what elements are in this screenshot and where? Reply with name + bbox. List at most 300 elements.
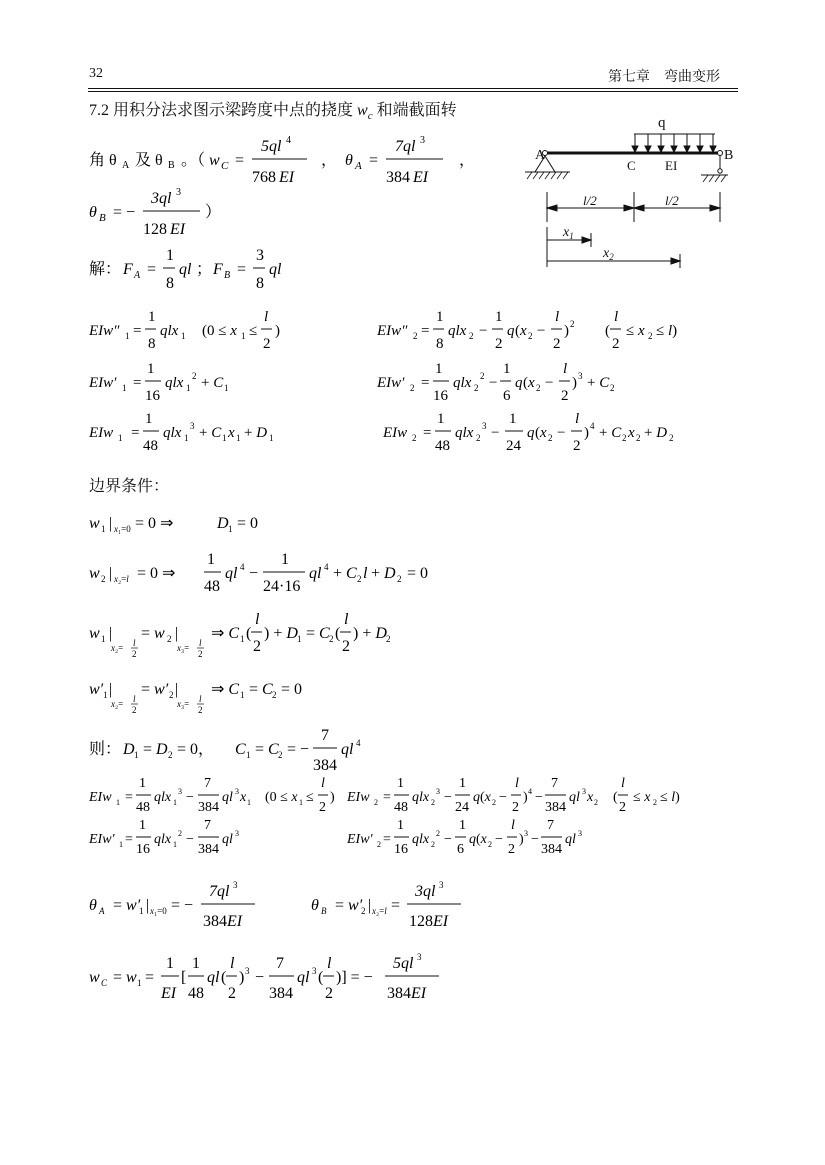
- svg-text:(: (: [221, 969, 227, 986]
- svg-text:=: =: [133, 323, 142, 339]
- svg-text:−: −: [489, 375, 498, 391]
- svg-text:2: 2: [431, 840, 435, 849]
- svg-text:2: 2: [619, 800, 626, 815]
- svg-text:2: 2: [198, 705, 203, 715]
- svg-text:48: 48: [143, 438, 158, 454]
- svg-text:(0 ≤ x: (0 ≤ x: [202, 323, 237, 339]
- problem-line-2: [89, 134, 519, 194]
- svg-text:3ql: 3ql: [415, 883, 436, 900]
- svg-text:A: A: [122, 160, 130, 171]
- svg-text:= C: = C: [255, 741, 279, 758]
- svg-text:3: 3: [582, 787, 586, 796]
- svg-text:qlx: qlx: [163, 425, 182, 441]
- svg-text:=: =: [145, 969, 155, 986]
- svg-text:+ C: + C: [333, 565, 357, 582]
- svg-text:=: =: [147, 261, 157, 278]
- svg-text:D: D: [217, 515, 229, 532]
- svg-text:l: l: [327, 955, 332, 972]
- svg-text:384EI: 384EI: [387, 985, 427, 1002]
- svg-text:2: 2: [594, 798, 598, 807]
- svg-text:2: 2: [132, 649, 137, 659]
- svg-text:+ D: + D: [244, 425, 268, 441]
- svg-text:ql: ql: [297, 969, 310, 986]
- equations-block-1: [89, 305, 739, 460]
- svg-text:48: 48: [204, 578, 220, 595]
- svg-text:解：: 解：: [89, 261, 122, 278]
- svg-text:2: 2: [325, 985, 333, 1002]
- svg-text:): ): [330, 790, 335, 805]
- svg-text:x₂=: x₂=: [111, 643, 124, 653]
- svg-text:D: D: [123, 741, 135, 758]
- svg-text:B: B: [99, 212, 106, 224]
- svg-text:2: 2: [386, 634, 391, 644]
- svg-text:qlx: qlx: [154, 832, 172, 847]
- svg-text:=: =: [369, 152, 379, 169]
- svg-text:2: 2: [512, 800, 519, 815]
- svg-text:w: w: [89, 625, 100, 642]
- svg-text:q: q: [507, 323, 515, 339]
- svg-text:2: 2: [342, 638, 350, 655]
- svg-text:1: 1: [103, 690, 108, 700]
- svg-text:1: 1: [137, 978, 142, 988]
- svg-text:48: 48: [136, 800, 150, 815]
- svg-text:2: 2: [278, 750, 283, 760]
- svg-text:1: 1: [173, 798, 177, 807]
- svg-text:A: A: [134, 270, 141, 281]
- svg-text:= 0: = 0: [281, 681, 303, 698]
- svg-text:l: l: [321, 776, 325, 791]
- svg-text:w′: w′: [89, 681, 104, 698]
- svg-text:16: 16: [136, 842, 150, 857]
- svg-text:3: 3: [178, 787, 182, 796]
- svg-text:384: 384: [269, 985, 293, 1002]
- svg-text:1: 1: [166, 247, 174, 264]
- svg-text:l: l: [264, 309, 269, 325]
- svg-text:2: 2: [132, 705, 137, 715]
- svg-text:+ D: + D: [371, 565, 396, 582]
- svg-text:l: l: [363, 565, 368, 582]
- svg-text:2: 2: [488, 840, 492, 849]
- svg-text:EIw: EIw: [89, 425, 114, 441]
- load-label: q: [658, 115, 666, 131]
- svg-text:q: q: [515, 375, 523, 391]
- svg-text:(x: (x: [523, 375, 535, 391]
- svg-text:θ: θ: [345, 152, 353, 169]
- svg-text:1: 1: [246, 750, 251, 760]
- dim-left: l/2: [583, 193, 597, 208]
- svg-text:1: 1: [228, 524, 233, 534]
- svg-text:−: −: [531, 832, 539, 847]
- svg-text:ql: ql: [269, 261, 282, 278]
- svg-text:768: 768: [252, 169, 276, 186]
- svg-text:384: 384: [313, 757, 337, 774]
- svg-text:=: =: [423, 425, 432, 441]
- svg-text:EI: EI: [413, 169, 429, 186]
- svg-text:1: 1: [139, 776, 146, 791]
- page-number: 32: [89, 66, 103, 81]
- svg-text:x₂=: x₂=: [111, 699, 124, 709]
- svg-text:4: 4: [240, 562, 245, 572]
- svg-text:x₂=l: x₂=l: [372, 906, 387, 916]
- svg-text:2: 2: [377, 840, 381, 849]
- rotations-line: [89, 880, 509, 945]
- svg-text:4: 4: [286, 135, 291, 146]
- svg-text:= 0: = 0: [407, 565, 429, 582]
- svg-text:6: 6: [457, 842, 464, 857]
- svg-text:x₃=: x₃=: [177, 699, 190, 709]
- svg-text:+ C: + C: [587, 375, 610, 391]
- svg-text:q: q: [473, 790, 480, 805]
- label-EI: EI: [665, 158, 678, 173]
- svg-text:1: 1: [116, 798, 120, 807]
- svg-text:6: 6: [503, 388, 511, 404]
- svg-text:1: 1: [173, 840, 177, 849]
- svg-text:ql: ql: [225, 565, 238, 582]
- svg-text:−: −: [499, 790, 507, 805]
- svg-text:EIw: EIw: [347, 790, 370, 805]
- svg-text:2: 2: [610, 383, 615, 393]
- svg-text:1: 1: [247, 798, 251, 807]
- svg-text:2: 2: [573, 438, 581, 454]
- svg-text:3: 3: [190, 421, 195, 431]
- svg-text:≤: ≤: [249, 323, 258, 339]
- svg-text:= C: = C: [249, 681, 273, 698]
- svg-text:；: ；: [196, 261, 213, 278]
- svg-text:+ C: + C: [201, 375, 224, 391]
- svg-text:x₃=: x₃=: [177, 643, 190, 653]
- svg-text:384: 384: [198, 842, 219, 857]
- svg-text:则：: 则：: [89, 741, 122, 758]
- label-C: C: [627, 158, 636, 173]
- svg-text:l: l: [621, 776, 625, 791]
- svg-text:= w′: = w′: [113, 897, 141, 914]
- svg-text:−: −: [255, 969, 265, 986]
- svg-text:384: 384: [198, 800, 219, 815]
- svg-text:l: l: [230, 955, 235, 972]
- svg-text:= w′: = w′: [141, 681, 169, 698]
- svg-text:qlx: qlx: [412, 790, 430, 805]
- svg-text:1: 1: [240, 690, 245, 700]
- svg-text:−: −: [545, 375, 554, 391]
- answers-formula: [89, 134, 519, 194]
- svg-text:x1: $x_1$: [563, 225, 574, 241]
- svg-text:2: 2: [570, 319, 575, 329]
- svg-text:=: =: [235, 152, 245, 169]
- svg-text:EIw: EIw: [89, 790, 112, 805]
- svg-text:w: w: [89, 565, 100, 582]
- svg-text:1: 1: [139, 906, 144, 916]
- label-A: A: [535, 148, 546, 163]
- svg-text:≤ x: ≤ x: [633, 790, 651, 805]
- equations-block-2: [89, 775, 739, 880]
- svg-text:= w′: = w′: [335, 897, 363, 914]
- svg-text:）: ）: [205, 204, 222, 221]
- beam-diagram: [515, 112, 740, 282]
- svg-text:x2: $x_2$: [603, 246, 614, 262]
- svg-text:= −: = −: [171, 897, 194, 914]
- svg-text:1: 1: [101, 524, 106, 534]
- svg-text:2: 2: [436, 829, 440, 838]
- svg-text:+ C: + C: [599, 425, 622, 441]
- svg-text:−: −: [479, 323, 488, 339]
- svg-text:−: −: [444, 790, 452, 805]
- svg-text:384: 384: [545, 800, 566, 815]
- svg-text:1: 1: [299, 798, 303, 807]
- svg-text:角 θ: 角 θ: [89, 152, 117, 169]
- svg-text:1: 1: [145, 411, 153, 427]
- reactions-line: [89, 244, 349, 299]
- svg-text:EIw: EIw: [383, 425, 408, 441]
- svg-text:|: |: [175, 681, 179, 698]
- svg-text:2: 2: [508, 842, 515, 857]
- svg-text:l: l: [555, 309, 560, 325]
- svg-text:7: 7: [321, 727, 329, 744]
- svg-text:l: l: [344, 611, 349, 628]
- svg-text:，: ，: [321, 152, 338, 169]
- svg-text:5ql: 5ql: [393, 955, 414, 972]
- svg-text:(: (: [605, 323, 610, 339]
- svg-text:w: w: [89, 515, 100, 532]
- svg-text:1: 1: [503, 361, 511, 377]
- boundary-conditions: [89, 500, 589, 735]
- svg-text:(: (: [246, 625, 252, 642]
- svg-text:θ: θ: [89, 897, 97, 914]
- svg-text:3: 3: [417, 952, 422, 962]
- svg-text:，: ，: [459, 152, 476, 169]
- svg-text:4: 4: [324, 562, 329, 572]
- svg-text:1: 1: [125, 331, 130, 341]
- svg-text:(x: (x: [535, 425, 547, 441]
- svg-text:|: |: [109, 515, 113, 532]
- svg-text:1: 1: [192, 955, 200, 972]
- svg-text:ql: ql: [222, 832, 233, 847]
- svg-text:1: 1: [236, 433, 241, 443]
- svg-text:2: 2: [536, 383, 541, 393]
- svg-text:=: =: [131, 425, 140, 441]
- svg-text:2: 2: [669, 433, 674, 443]
- svg-text:1: 1: [181, 331, 186, 341]
- svg-text:3: 3: [245, 966, 250, 976]
- svg-text:= 0: = 0: [237, 515, 259, 532]
- svg-text:(x: (x: [476, 832, 487, 847]
- svg-text:A: A: [99, 906, 105, 916]
- svg-text:q: q: [527, 425, 535, 441]
- svg-text:384: 384: [386, 169, 410, 186]
- svg-text:2: 2: [469, 331, 474, 341]
- svg-text:384EI: 384EI: [203, 913, 243, 930]
- svg-text:3: 3: [524, 829, 528, 838]
- svg-text:−: −: [557, 425, 566, 441]
- svg-text:): ): [584, 425, 589, 441]
- svg-text:1: 1: [240, 634, 245, 644]
- svg-text:1: 1: [436, 309, 444, 325]
- svg-text:[: [: [181, 969, 187, 986]
- svg-text:48: 48: [435, 438, 450, 454]
- svg-text:3: 3: [482, 421, 487, 431]
- label-B: B: [724, 148, 734, 163]
- svg-text:q: q: [469, 832, 476, 847]
- svg-text:1: 1: [134, 750, 139, 760]
- svg-text:1: 1: [122, 383, 127, 393]
- svg-text:2: 2: [263, 336, 271, 352]
- svg-text:l: l: [515, 776, 519, 791]
- svg-text:7ql: 7ql: [209, 883, 230, 900]
- svg-text:(0 ≤ x: (0 ≤ x: [265, 790, 298, 805]
- svg-text:48: 48: [394, 800, 408, 815]
- svg-text:2: 2: [167, 634, 172, 644]
- svg-text:1: 1: [184, 433, 189, 443]
- svg-text:): ): [519, 832, 524, 847]
- svg-text:x: x: [240, 790, 247, 805]
- svg-text:3: 3: [578, 829, 582, 838]
- svg-text:−: −: [186, 832, 194, 847]
- svg-text:= w: = w: [141, 625, 165, 642]
- svg-text:2: 2: [228, 985, 236, 1002]
- svg-text:=: =: [133, 375, 142, 391]
- bc-title: 边界条件：: [89, 478, 170, 495]
- svg-text:x: x: [587, 790, 594, 805]
- svg-text:4: 4: [356, 738, 361, 748]
- svg-text:2: 2: [253, 638, 261, 655]
- svg-text:l: l: [511, 818, 515, 833]
- svg-text:3: 3: [233, 880, 238, 890]
- svg-text:3ql: 3ql: [151, 190, 172, 207]
- svg-text:ql: ql: [565, 832, 576, 847]
- svg-text:7: 7: [204, 818, 211, 833]
- svg-text:1: 1: [207, 551, 215, 568]
- svg-text:=: =: [383, 790, 391, 805]
- svg-text:及 θ: 及 θ: [135, 152, 163, 169]
- svg-text:l: l: [614, 309, 619, 325]
- header-rule: [88, 88, 738, 89]
- svg-text:2: 2: [272, 690, 277, 700]
- svg-text:C: C: [235, 741, 246, 758]
- svg-text:1: 1: [148, 309, 156, 325]
- svg-text:) + D: ) + D: [264, 625, 298, 642]
- svg-text:) + D: ) + D: [353, 625, 387, 642]
- svg-text:1: 1: [118, 433, 123, 443]
- svg-text:1: 1: [459, 776, 466, 791]
- svg-text:EIw′: EIw′: [377, 375, 405, 391]
- svg-text:1: 1: [269, 433, 274, 443]
- svg-text:≤ l): ≤ l): [656, 323, 678, 339]
- svg-text:3: 3: [256, 247, 264, 264]
- svg-text:24·16: 24·16: [263, 578, 301, 595]
- svg-text:4: 4: [528, 787, 532, 796]
- svg-text:2: 2: [101, 574, 106, 584]
- svg-text:): ): [564, 323, 569, 339]
- svg-text:=: =: [383, 832, 391, 847]
- svg-text:EI: EI: [279, 169, 295, 186]
- svg-text:2: 2: [410, 383, 415, 393]
- svg-text:F: F: [123, 261, 133, 278]
- svg-text:l: l: [563, 361, 568, 377]
- svg-text:−: −: [444, 832, 452, 847]
- svg-text:ql: ql: [309, 565, 322, 582]
- svg-text:l: l: [255, 611, 260, 628]
- svg-text:(: (: [318, 969, 324, 986]
- svg-text:2: 2: [648, 331, 653, 341]
- svg-text:l: l: [133, 638, 136, 648]
- svg-text:2: 2: [329, 634, 334, 644]
- svg-text:θ: θ: [89, 204, 97, 221]
- svg-text:1: 1: [281, 551, 289, 568]
- svg-text:1: 1: [101, 634, 106, 644]
- svg-text:24: 24: [506, 438, 521, 454]
- svg-text:= 0 ⇒: = 0 ⇒: [137, 565, 176, 582]
- svg-text:A: A: [355, 160, 362, 172]
- svg-text:= D: = D: [143, 741, 168, 758]
- chapter-title: 第七章 弯曲变形: [608, 70, 720, 85]
- svg-text:ql: ql: [569, 790, 580, 805]
- svg-text:2: 2: [476, 433, 481, 443]
- svg-text:ql: ql: [179, 261, 192, 278]
- svg-text:B: B: [168, 160, 175, 171]
- svg-text:−: −: [495, 832, 503, 847]
- svg-text:2: 2: [548, 433, 553, 443]
- svg-text:8: 8: [436, 336, 444, 352]
- svg-text:): ): [239, 969, 245, 986]
- svg-text:(: (: [613, 790, 618, 805]
- svg-text:x₁=0: x₁=0: [150, 906, 167, 916]
- svg-text:−: −: [491, 425, 500, 441]
- svg-text:w: w: [89, 969, 100, 986]
- svg-text:x: x: [628, 425, 635, 441]
- svg-text:2: 2: [192, 371, 197, 381]
- svg-text:|: |: [175, 625, 179, 642]
- svg-text:θ: θ: [311, 897, 319, 914]
- svg-text:7: 7: [204, 776, 211, 791]
- svg-text:x₁=0: x₁=0: [114, 524, 131, 534]
- svg-text:2: 2: [374, 798, 378, 807]
- svg-text:2: 2: [495, 336, 503, 352]
- svg-text:2: 2: [361, 906, 366, 916]
- svg-text:qlx: qlx: [165, 375, 184, 391]
- svg-text:5ql: 5ql: [261, 138, 282, 155]
- svg-text:2: 2: [319, 800, 326, 815]
- svg-text:x: x: [228, 425, 235, 441]
- svg-text:EI: EI: [161, 985, 177, 1002]
- svg-text:EIw″: EIw″: [377, 323, 408, 339]
- svg-text:1: 1: [397, 776, 404, 791]
- svg-text:2: 2: [612, 336, 620, 352]
- svg-text:= C: = C: [306, 625, 330, 642]
- svg-text:2: 2: [528, 331, 533, 341]
- svg-text:3: 3: [420, 135, 425, 146]
- svg-text:qlx: qlx: [455, 425, 474, 441]
- problem-line-3: [89, 186, 289, 243]
- svg-text:C: C: [101, 978, 108, 988]
- svg-text:2: 2: [480, 371, 485, 381]
- svg-text:1: 1: [437, 411, 445, 427]
- svg-text:1: 1: [241, 331, 246, 341]
- svg-text:1: 1: [435, 361, 443, 377]
- svg-text:2: 2: [474, 383, 479, 393]
- svg-text:l: l: [133, 694, 136, 704]
- svg-text:1: 1: [509, 411, 517, 427]
- svg-text:1: 1: [222, 433, 227, 443]
- svg-text:1: 1: [186, 383, 191, 393]
- svg-text:2: 2: [492, 798, 496, 807]
- svg-text:|: |: [109, 681, 113, 698]
- svg-text:2: 2: [653, 798, 657, 807]
- svg-text:1: 1: [297, 634, 302, 644]
- svg-text:3: 3: [235, 787, 239, 796]
- svg-text:128EI: 128EI: [409, 913, 449, 930]
- svg-text:2: 2: [553, 336, 561, 352]
- header-rule-thin: [88, 91, 738, 92]
- deflection-line: [89, 952, 509, 1017]
